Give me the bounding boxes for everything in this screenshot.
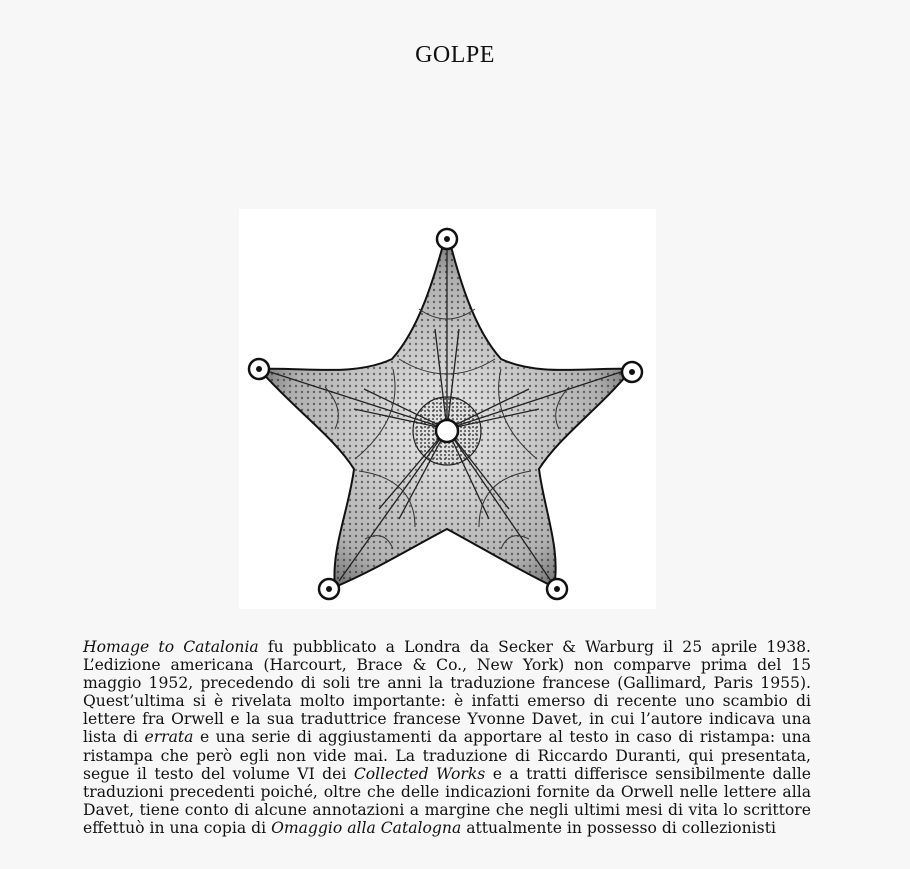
italic-title-text: Omaggio alla Catalogna bbox=[271, 818, 462, 837]
body-paragraph bbox=[83, 638, 811, 837]
italic-title-text: Collected Works bbox=[353, 764, 486, 783]
paragraph-text: fu pubblicato a Londra da Secker & Warburg il 25 aprile 1938. L’edizione americana (Harcourt, Brace & Co., New York) non comparve prima del 15 maggio 1952, precedendo di soli tre anni la traduzione francese (Gallimard, Paris 1955). Quest’ultima si è rivelata molto importante: è infatti emerso di recente uno scambio di lettere fra Orwell e la sua traduttrice francese Yvonne Davet, in cui l’autore indicava una lista di bbox=[83, 638, 812, 747]
starfish-icon bbox=[239, 209, 656, 609]
paragraph-text: e a tratti differisce sensibilmente dalle traduzioni precedenti poiché, oltre che delle indicazioni fornite da Orwell nelle lettere alla Davet, tiene conto di alcune annotazioni a margine che negli ultimi mesi di vita lo scrittore effettuò in una copia di bbox=[83, 764, 812, 837]
paragraph-text: e una serie di aggiustamenti da apportare al testo in caso di ristampa: una ristampa che però egli non vide mai. La traduzione di Riccardo Duranti, qui presentata, segue il testo del volume VI dei bbox=[83, 728, 811, 783]
paragraph-text: attualmente in possesso di collezionisti bbox=[461, 818, 776, 837]
italic-title-text: Homage to Catalonia bbox=[83, 638, 259, 656]
italic-title-text: errata bbox=[144, 728, 194, 747]
starfish-illustration bbox=[239, 209, 656, 609]
page-title: GOLPE bbox=[415, 42, 495, 68]
